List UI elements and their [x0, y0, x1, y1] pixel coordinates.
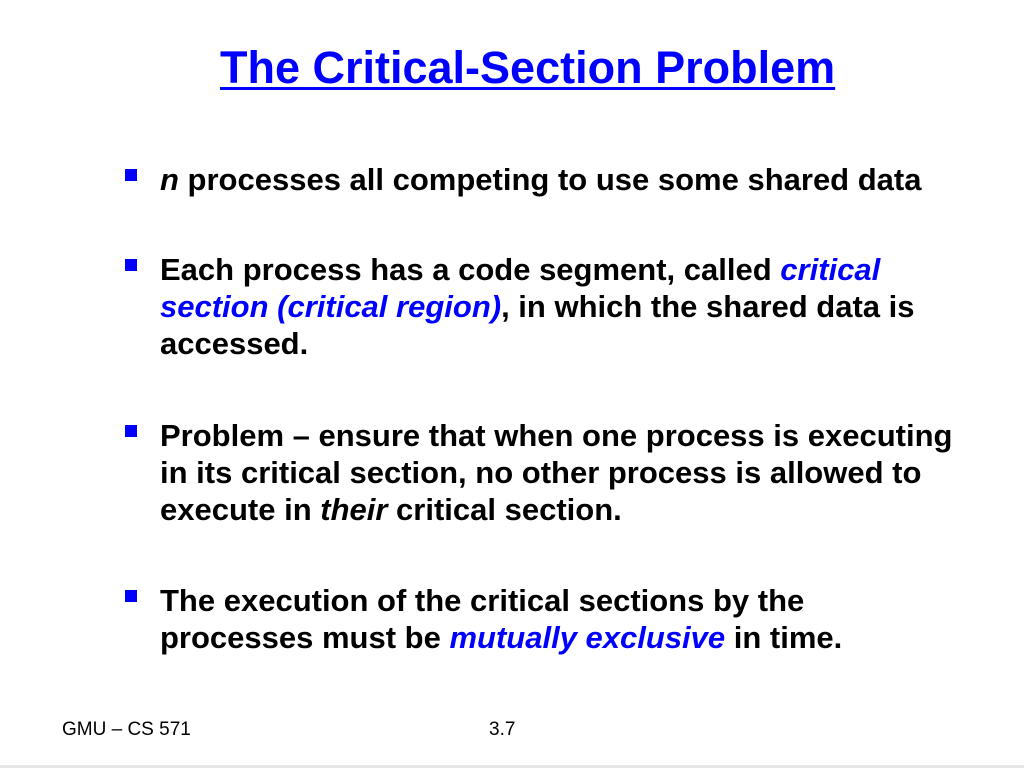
square-bullet-icon: [125, 590, 137, 602]
bullet-text-segment: execute in: [160, 492, 321, 527]
bullet-line: [160, 454, 952, 491]
bullet-text-segment: critical section.: [387, 492, 622, 527]
bullet-text-segment: in its critical section, no other process is allowed to: [160, 455, 922, 490]
bullet-text: [160, 161, 921, 198]
highlighted-term: critical: [780, 252, 881, 287]
bullet-text: [160, 582, 842, 656]
bullet-line: [160, 491, 952, 528]
bullet-text-segment: , in which the shared data is: [501, 289, 915, 324]
square-bullet-icon: [125, 259, 137, 271]
square-bullet-icon: [125, 169, 137, 181]
footer-course-label: GMU – CS 571: [62, 719, 191, 740]
bullet-text-segment: Problem – ensure that when one process is executing: [160, 418, 953, 453]
bullet-text: [160, 251, 915, 362]
bullet-text-segment: The execution of the critical sections by the: [160, 583, 805, 618]
highlighted-term: section (critical region): [160, 289, 502, 324]
bullet-line: [160, 619, 842, 656]
bullet-line: [160, 582, 842, 619]
bullet-line: [160, 417, 952, 454]
bullet-line: [160, 325, 915, 362]
bullet-text-segment: processes all competing to use some shared data: [178, 162, 922, 197]
bullet-line: [160, 251, 915, 288]
bullet-text-segment: accessed.: [160, 326, 309, 361]
bullet-text-segment: Each process has a code segment, called: [160, 252, 781, 287]
slide-title: The Critical-Section Problem: [220, 42, 836, 93]
bullet-line: [160, 288, 915, 325]
bullet-text-segment: in time.: [725, 620, 843, 655]
footer-page-number: 3.7: [489, 719, 516, 740]
emphasized-term: their: [320, 492, 388, 527]
highlighted-term: mutually exclusive: [449, 620, 726, 655]
bullet-text-segment: processes must be: [160, 620, 450, 655]
bullet-text: [160, 417, 952, 528]
emphasized-term: n: [160, 162, 179, 197]
bullet-line: [160, 161, 921, 198]
square-bullet-icon: [125, 425, 137, 437]
